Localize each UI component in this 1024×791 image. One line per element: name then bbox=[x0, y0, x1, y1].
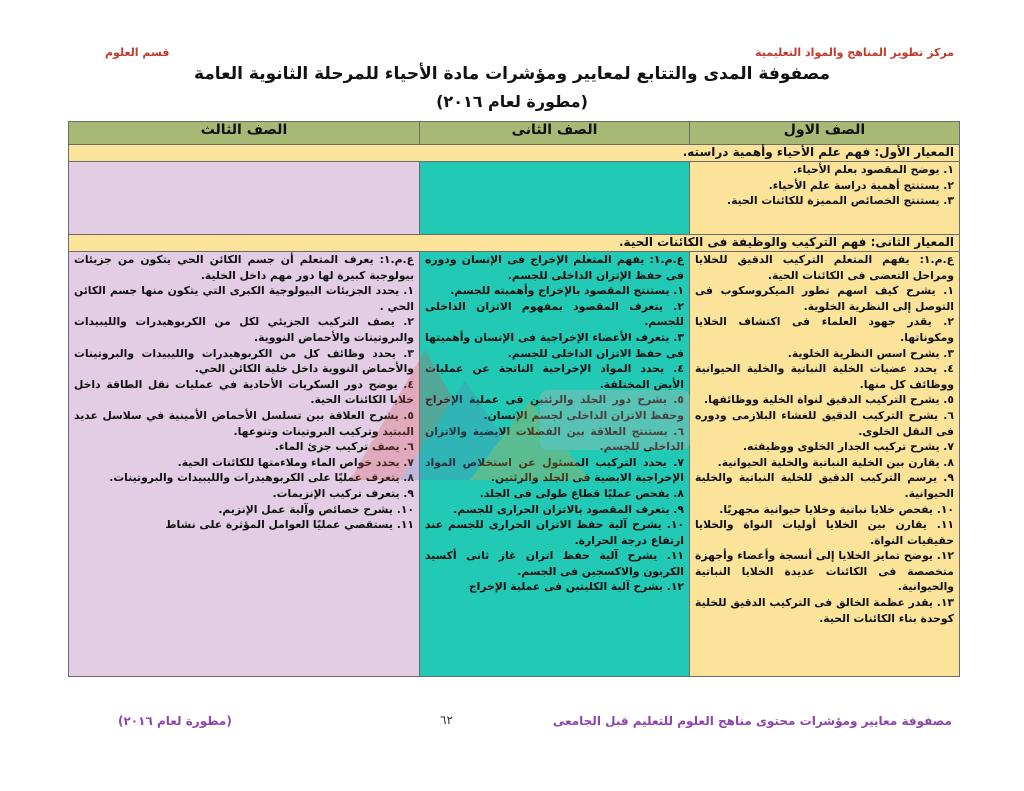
indicator-item: ٩. يتعرف تركيب الإنزيمات. bbox=[272, 486, 414, 500]
indicator-item: ٨. يتعرف عمليًا على الكربوهيدرات والليبيدات والبروتينات. bbox=[109, 471, 414, 485]
indicator-item: ٣. يستنتج الخصائص المميزة للكائنات الحية. bbox=[726, 194, 954, 208]
indicator-item: ٩. يرسم التركيب الدقيق للخلية النباتية والخلية الحيوانية. bbox=[695, 471, 954, 500]
standard-row bbox=[69, 235, 960, 252]
indicator-item: ع.م.١: يفهم المتعلم التركيب الدقيق للخلايا ومراحل التعضى فى الكائنات الحية. bbox=[695, 253, 954, 282]
indicator-item: ٤. يوضح دور السكريات الأحادية في عمليات نقل الطاقة داخل خلايا الكائنات الحية. bbox=[74, 377, 414, 407]
indicator-item: ٢. يستنتج أهمية دراسة علم الأحياء. bbox=[768, 178, 954, 192]
page-number: ٦٢ bbox=[440, 713, 453, 727]
indicator-item: ١١. يستقصي عمليًا العوامل المؤثرة على نشاط bbox=[165, 518, 414, 532]
indicator-item: ٦. يصف تركيب جزئ الماء. bbox=[274, 440, 414, 454]
indicator-item: ١. يشرح كيف اسهم تطور الميكروسكوب فى التوصل إلى النظرية الخلوية. bbox=[695, 284, 954, 313]
indicators-row bbox=[69, 162, 960, 235]
grade3-indicators bbox=[69, 162, 420, 235]
indicator-item: ٨. يفحص عمليًا قطاع طولى فى الجلد. bbox=[479, 486, 684, 500]
standard-row bbox=[69, 145, 960, 162]
grade3-indicators bbox=[69, 252, 420, 677]
indicator-item: ٨. يقارن بين الخلية النباتية والخلية الحيوانية. bbox=[717, 455, 954, 469]
indicator-item: ٧. يحدد التركيب المسئول عن استخلاص المواد الإخراجية الايضية فى الجلد والرئتين. bbox=[425, 455, 684, 485]
indicator-item: ١. يوضح المقصود بعلم الأحياء. bbox=[792, 163, 954, 176]
grade1-indicators bbox=[690, 162, 960, 235]
indicator-item: ١٠. يفحص خلايا نباتية وخلايا حيوانية مجهريًا. bbox=[719, 502, 954, 516]
column-header-row bbox=[69, 122, 960, 145]
indicator-item: ١٠. يشرح آلية حفظ الاتزان الحرارى للجسم عند ارتفاع درجة الحرارة. bbox=[425, 518, 684, 547]
indicator-item: ٦. يشرح التركيب الدقيق للغشاء البلازمى ودوره فى النقل الخلوى. bbox=[695, 408, 954, 438]
grade2-indicators bbox=[420, 252, 690, 677]
column-header-grade2: الصف الثانى bbox=[420, 122, 690, 145]
department-name: قسم العلوم bbox=[105, 46, 170, 59]
indicators-row bbox=[69, 252, 960, 677]
indicator-item: ١. يستنتج المقصود بالإخراج وأهميته للجسم. bbox=[450, 284, 684, 298]
indicator-item: ٣. يشرح اسس النظرية الخلوية. bbox=[787, 346, 954, 360]
indicator-item: ع.م.١: يفهم المتعلم الإخراج فى الإنسان ودوره فى حفظ الإتزان الداخلى للجسم. bbox=[425, 253, 684, 282]
footer-title: مصفوفة معايير ومؤشرات محتوى مناهج العلوم للتعليم قبل الجامعى bbox=[552, 714, 952, 728]
grade1-indicators bbox=[690, 252, 960, 677]
page-title: مصفوفة المدى والتتابع لمعايير ومؤشرات مادة الأحياء للمرحلة الثانوية العامة bbox=[193, 64, 831, 84]
indicator-item: ٥. يشرح التركيب الدقيق لنواة الخلية ووظائفها. bbox=[704, 393, 954, 407]
indicator-item: ٢. يقدر جهود العلماء فى اكتشاف الخلايا ومكوناتها. bbox=[695, 315, 954, 344]
footer-edition: (مطورة لعام ٢٠١٦) bbox=[118, 714, 232, 728]
indicator-item: ٧. يحدد خواص الماء وملاءمتها للكائنات الحية. bbox=[177, 455, 414, 469]
indicator-item: ع.م.١: يعرف المتعلم أن جسم الكائن الحي يتكون من جزيئات بيولوجية كبيرة لها دور مهم داخل الخلية. bbox=[74, 253, 414, 282]
indicator-item: ٣. يحدد وظائف كل من الكربوهيدرات والليبيدات والبروتينات والأحماض النووية داخل خلية الكائن الحي. bbox=[74, 346, 414, 376]
standard-label: المعيار الثانى: فهم التركيب والوظيفة فى الكائنات الحية. bbox=[69, 235, 960, 252]
page-subtitle: (مطورة لعام ٢٠١٦) bbox=[436, 92, 588, 111]
column-header-grade1: الصف الاول bbox=[690, 122, 960, 145]
indicator-item: ١١. يشرح آلية حفظ اتزان غاز ثانى أكسيد الكربون والاكسجين فى الجسم. bbox=[425, 549, 684, 578]
indicator-item: ١٢. يشرح آلية الكليتين فى عملية الإخراج bbox=[468, 580, 684, 594]
indicator-item: ٤. يحدد عضيات الخلية النباتية والخلية الحيوانية ووظائف كل منها. bbox=[695, 362, 954, 391]
indicator-item: ٢. يتعرف المقصود بمفهوم الاتزان الداخلى للجسم. bbox=[425, 299, 684, 329]
center-name: مركز تطوير المناهج والمواد التعليمية bbox=[755, 46, 954, 59]
column-header-grade3: الصف الثالث bbox=[69, 122, 420, 145]
standard-label: المعيار الأول: فهم علم الأحياء وأهمية دراسته. bbox=[69, 145, 960, 162]
indicator-item: ٧. يشرح تركيب الجدار الخلوى ووظيفته. bbox=[742, 440, 954, 454]
indicator-item: ٩. يتعرف المقصود بالاتزان الحرارى للجسم. bbox=[453, 502, 684, 516]
indicator-item: ٥. يشرح العلاقة بين تسلسل الأحماض الأمينية في سلاسل عديد الببتيد وتركيب البروتينات وتنوعها. bbox=[74, 408, 414, 438]
indicator-item: ١. يحدد الجزيئات البيولوجية الكبرى التي يتكون منها جسم الكائن الحي . bbox=[74, 284, 414, 313]
indicator-item: ٤. يحدد المواد الإخراجية الناتجة عن عمليات الأيض المختلفة. bbox=[425, 362, 684, 391]
standards-matrix bbox=[68, 121, 960, 677]
indicator-item: ١٢. يوضح تمايز الخلايا إلى أنسجة وأعضاء وأجهزة متخصصة فى الكائنات عديدة الخلايا النباتية والحيوانية. bbox=[695, 549, 954, 594]
indicator-item: ٣. يتعرف الأعضاء الإخراجية فى الإنسان وأهميتها فى حفظ الاتزان الداخلى للجسم. bbox=[425, 330, 684, 360]
indicator-item: ١٣. يقدر عظمة الخالق فى التركيب الدقيق للخلية كوحدة بناء الكائنات الحية. bbox=[695, 596, 954, 625]
indicator-item: ٥. يشرح دور الجلد والرئتين فى عملية الإخراج وحفظ الاتزان الداخلى لجسم الإنسان. bbox=[425, 393, 684, 422]
indicator-item: ٦. يستنتج العلاقة بين الفضلات الايضية والاتزان الداخلى للجسم. bbox=[425, 424, 684, 454]
indicator-item: ٢. يصف التركيب الجزيئي لكل من الكربوهيدرات والليبيدات والبروتينات والأحماض النووية. bbox=[74, 315, 414, 344]
indicator-item: ١١. يقارن بين الخلايا أوليات النواة والخلايا حقيقيات النواة. bbox=[695, 518, 954, 547]
grade2-indicators bbox=[420, 162, 690, 235]
indicator-item: ١٠. يشرح خصائص وآلية عمل الإنزيم. bbox=[218, 502, 414, 516]
